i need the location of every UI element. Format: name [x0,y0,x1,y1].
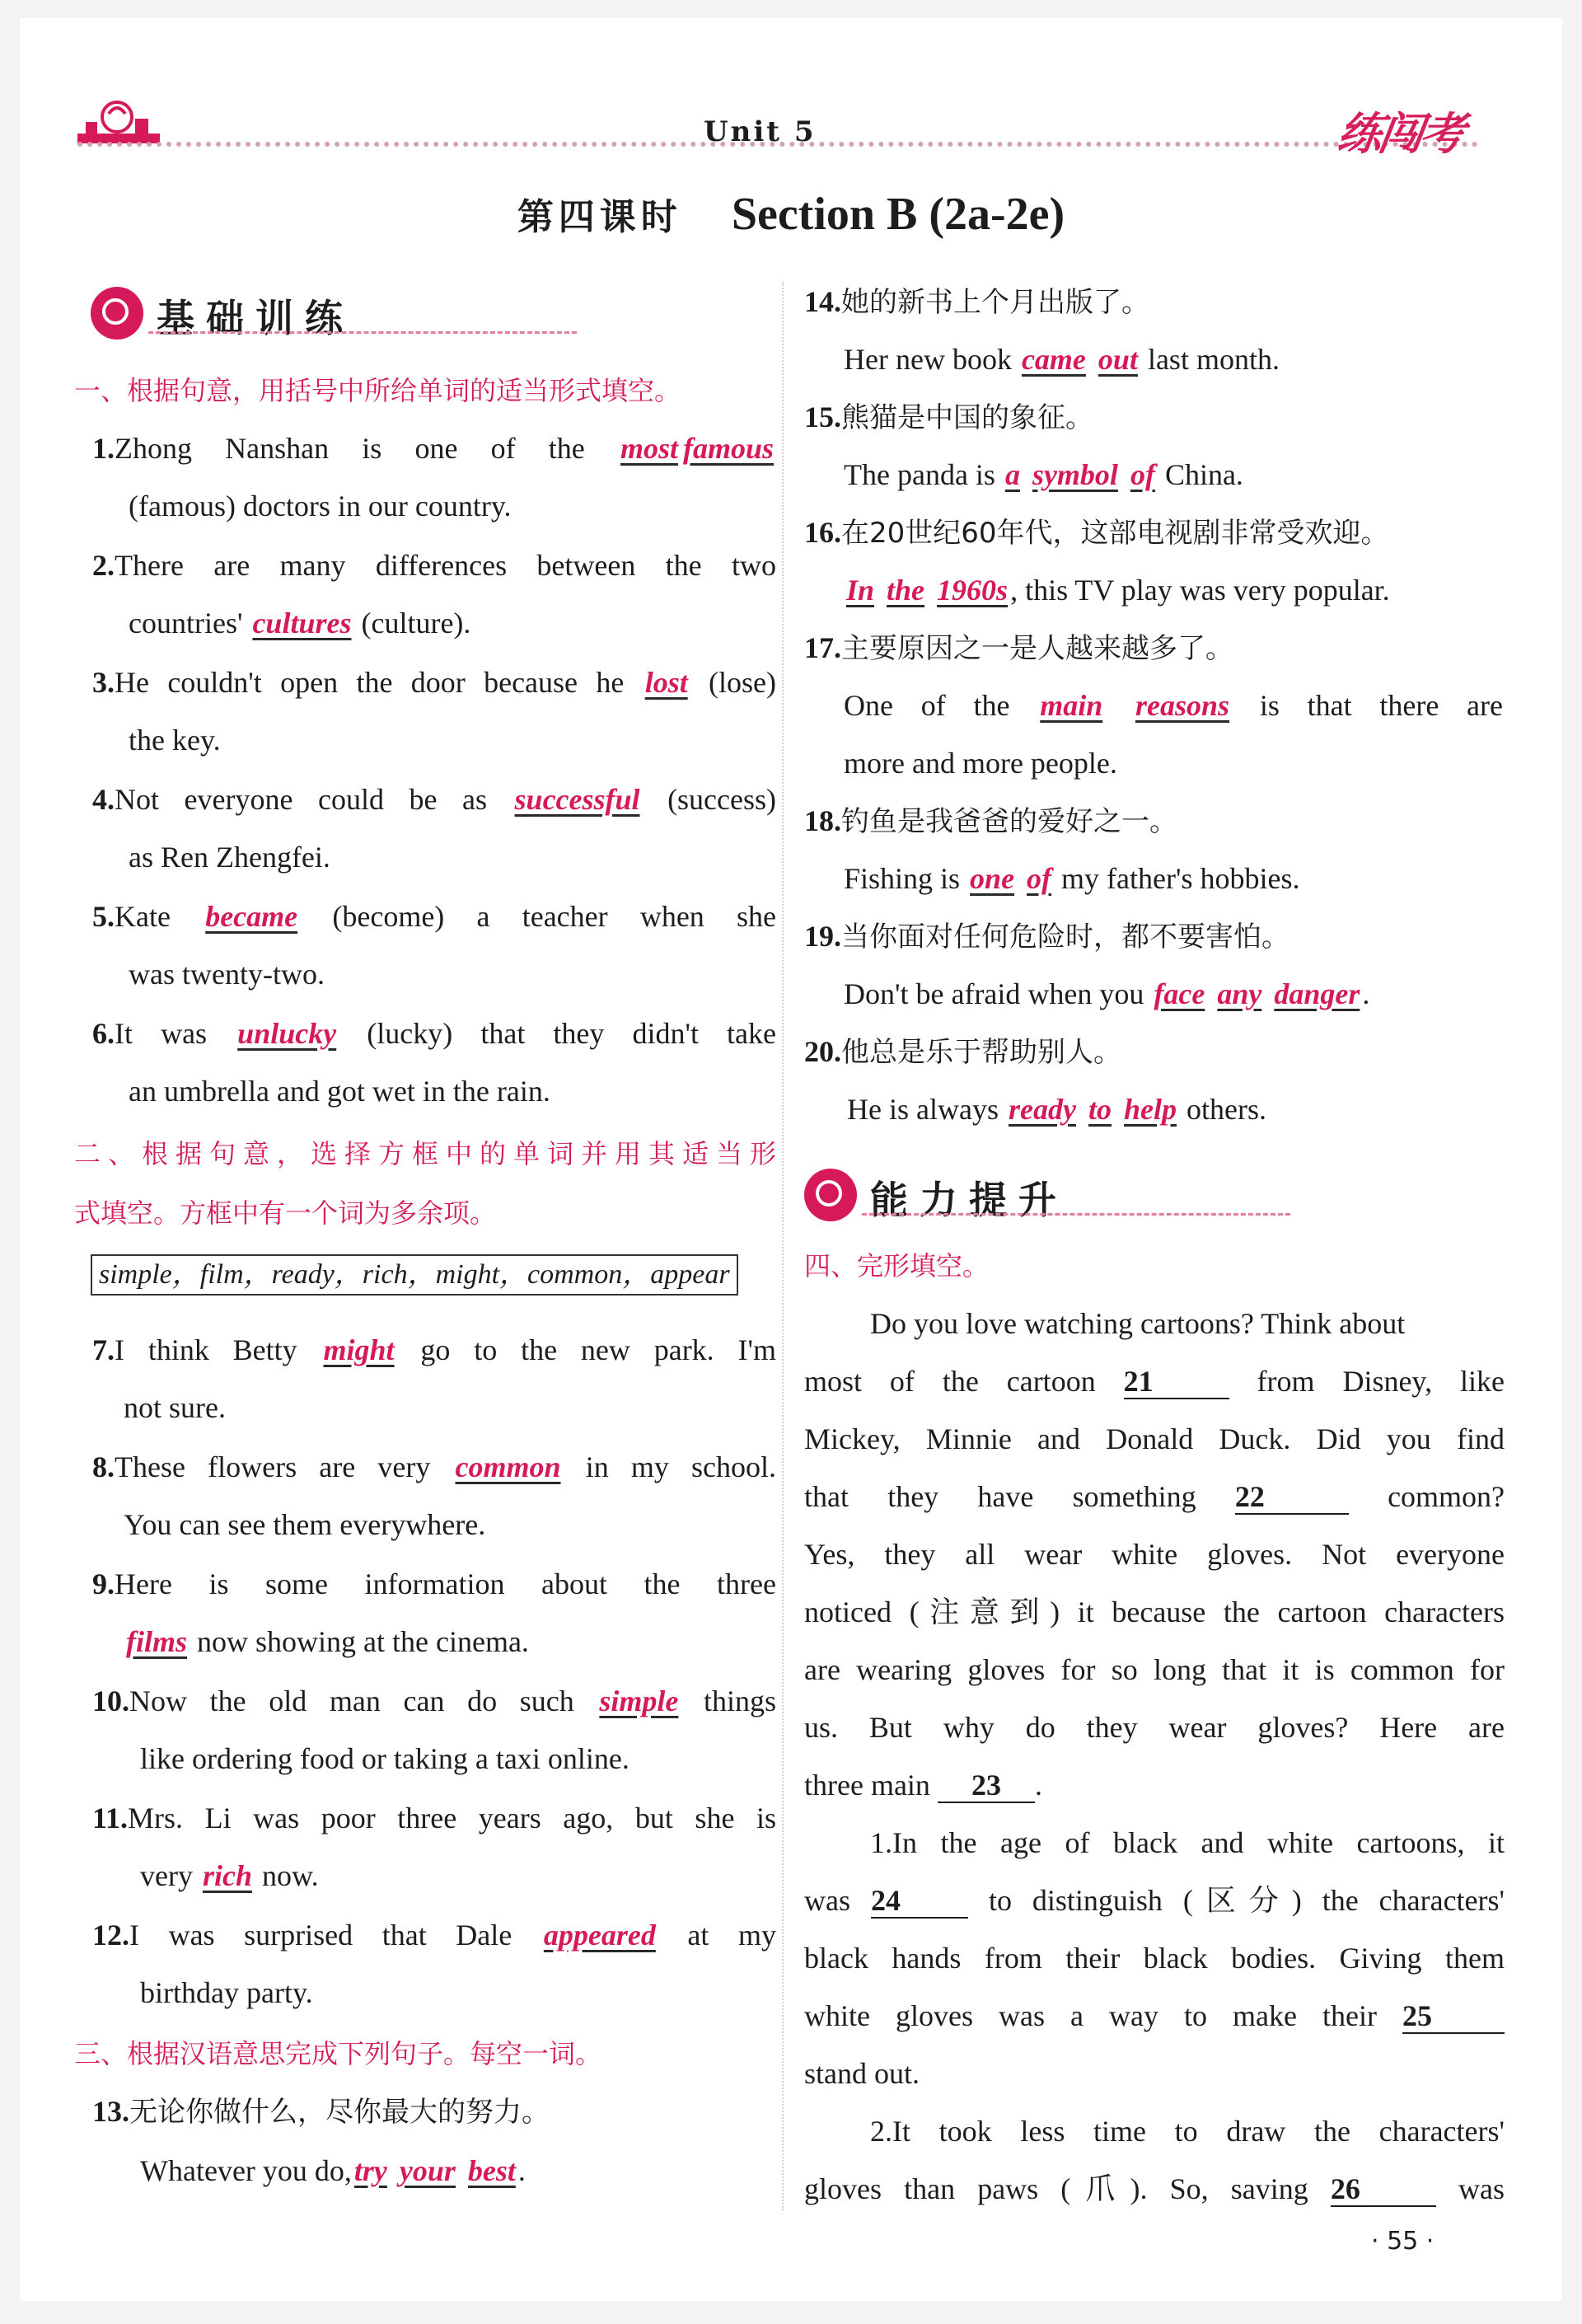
question-5-cont: was twenty-two. [129,958,325,991]
answer: ready [1008,1093,1076,1126]
unit-label: Unit 5 [704,115,817,148]
instruction-2-cont: 式填空。方框中有一个词为多余项。 [74,1197,497,1229]
q-num: 19. [804,920,841,953]
q-text: Her new book [844,343,1012,376]
question-18-cont [844,862,1299,895]
question-1-cont: (famous) doctors in our country. [129,490,512,522]
answer: of [1130,458,1155,491]
column-divider [782,282,784,2210]
answer: reasons [1135,689,1230,722]
question-1 [92,432,776,465]
q-text: is that there are [1259,689,1503,722]
answer: any [1217,977,1262,1010]
cloze-text: gloves than paws (爪). So, saving [804,2172,1308,2205]
question-16-cont [844,574,1390,607]
cloze-line: black hands from their black bodies. Giving them [804,1942,1505,1975]
cloze-text: common? [1388,1480,1505,1513]
instruction-4: 四、完形填空。 [804,1250,990,1281]
q-num: 4. [92,783,115,816]
answer: best [467,2154,516,2187]
cloze-line [804,1769,1042,1803]
cloze-line [804,1365,1505,1399]
q-num: 1. [92,432,115,465]
cloze-line [804,1480,1505,1515]
question-10-cont: like ordering food or taking a taxi online. [140,1742,630,1775]
answer: to [1088,1093,1112,1126]
q-text: These flowers are very [115,1450,431,1483]
q-text: China. [1164,458,1243,491]
answer: one [970,862,1015,895]
answer: successful [514,783,640,816]
q-num: 7. [92,1333,115,1366]
q-text: I think Betty [115,1333,297,1366]
question-5 [92,900,776,933]
q-text: It was [115,1017,208,1050]
answer: help [1123,1093,1177,1126]
question-19-cont [844,977,1369,1010]
question-16 [804,516,1389,550]
lesson-label: 第四课时 [517,196,682,238]
question-3 [92,666,776,699]
section-title: 能力提升 [870,1178,1068,1222]
answer: cultures [252,607,352,640]
cloze-line: stand out. [804,2057,920,2090]
question-13 [92,2095,550,2129]
q-num: 5. [92,900,115,933]
answer: your [399,2154,456,2187]
q-num: 13. [92,2095,129,2128]
answer: of [1027,862,1052,895]
q-text: There are many differences between the two [115,549,776,582]
question-6 [92,1017,776,1050]
q-num: 15. [804,401,841,433]
answer: most [620,432,678,465]
answer: face [1154,977,1205,1010]
q-num: 8. [92,1450,115,1483]
q-text: Zhong Nanshan is one of the [115,432,585,465]
question-10 [92,1684,776,1717]
q-text: now. [261,1859,319,1892]
question-15 [804,401,1093,434]
page-number: · 55 · [1371,2227,1435,2256]
q-num: 2. [92,549,115,582]
question-11 [92,1802,776,1834]
q-text: others. [1186,1093,1266,1126]
cloze-text: was [1458,2172,1505,2205]
q-text: (become) a teacher when she [332,900,777,933]
question-2-cont [129,607,470,640]
question-9 [92,1567,776,1600]
question-13-cont [140,2154,526,2187]
instruction-2: 二、根据句意，选择方框中的单词并用其适当形 [74,1138,776,1169]
answer: appeared [543,1919,656,1952]
q-num: 11. [92,1802,129,1834]
q-num: 10. [92,1684,129,1717]
section-banner-basic [91,282,585,343]
q-text: I was surprised that Dale [129,1919,513,1952]
cloze-blank[interactable]: 23 [938,1769,1035,1803]
q-text: Now the old man can do such [129,1684,574,1717]
q-num: 16. [804,516,841,549]
q-text: countries' [129,607,243,640]
cloze-text: most of the cartoon [804,1365,1096,1398]
answer: might [323,1333,395,1366]
q-text: things [704,1684,777,1717]
question-4 [92,783,776,816]
question-15-cont [844,458,1243,491]
cloze-blank[interactable]: 22 [1235,1480,1349,1515]
q-text: last month. [1147,343,1280,376]
question-3-cont: the key. [129,724,221,757]
q-text: The panda is [844,458,995,491]
cloze-blank[interactable]: 24 [871,1884,968,1919]
q-chinese: 熊猫是中国的象征。 [841,401,1093,434]
answer: films [126,1625,188,1658]
question-4-cont: as Ren Zhengfei. [129,841,330,874]
question-14-cont [844,343,1280,376]
q-text: go to the new park. I'm [420,1333,776,1366]
q-chinese: 在20世纪60年代，这部电视剧非常受欢迎。 [841,517,1389,550]
cloze-line: Mickey, Minnie and Donald Duck. Did you find [804,1422,1505,1455]
q-num: 3. [92,666,115,699]
pencil-icon [91,287,143,340]
question-20 [804,1035,1121,1069]
answer: symbol [1032,458,1118,491]
brand-logo: 练闯考 [1334,108,1465,160]
answer: unlucky [237,1017,337,1050]
answer: rich [202,1859,252,1892]
clock-icon [804,1169,857,1221]
question-20-cont [847,1093,1266,1126]
cloze-blank[interactable]: 21 [1124,1365,1229,1399]
word-box: simple，film，ready，rich，might，common，appear [91,1254,738,1296]
answer: the [887,574,925,607]
cloze-blank[interactable]: 26 [1331,2172,1436,2207]
q-text: (success) [667,783,777,816]
question-2 [92,549,776,582]
q-text: (lucky) that they didn't take [367,1017,777,1050]
cloze-blank[interactable]: 25 [1402,1999,1505,2034]
logo-icon [77,97,160,147]
answer: a [1004,458,1020,491]
q-text: , this TV play was very popular. [1010,574,1390,607]
banner-dash [862,1213,1290,1216]
q-text: Don't be afraid when you [844,977,1144,1010]
q-text: Fishing is [844,862,961,895]
q-chinese: 主要原因之一是人越来越多了。 [841,632,1233,665]
answer: In [846,574,875,607]
page-title [20,187,1562,241]
cloze-line: are wearing gloves for so long that it is common for [804,1653,1505,1686]
instruction-1: 一、根据句意，用括号中所给单词的适当形式填空。 [74,375,681,406]
q-chinese: 她的新书上个月出版了。 [841,286,1149,319]
cloze-line [804,1999,1505,2034]
q-chinese: 当你面对任何危险时，都不要害怕。 [841,921,1289,953]
answer: main [1040,689,1103,722]
question-12 [92,1919,776,1952]
q-text: (culture). [361,607,471,640]
question-17 [804,631,1233,665]
q-num: 12. [92,1919,129,1952]
cloze-line: Do you love watching cartoons? Think about [870,1307,1406,1340]
q-text: very [140,1859,193,1892]
cloze-text: was [804,1884,850,1917]
q-num: 20. [804,1035,841,1068]
q-chinese: 他总是乐于帮助别人。 [841,1036,1121,1069]
cloze-line: noticed (注意到) it because the cartoon characters [804,1595,1505,1628]
question-7 [92,1333,776,1366]
q-text: . [1362,977,1370,1010]
answer: 1960s [937,574,1009,607]
q-text: He is always [847,1093,999,1126]
cloze-line: Yes, they all wear white gloves. Not everyone [804,1538,1505,1571]
q-text: in my school. [585,1450,777,1483]
q-text: at my [687,1919,776,1952]
q-text: Whatever you do, [140,2154,352,2187]
banner-dash [148,331,577,334]
cloze-line: us. But why do they wear gloves? Here are [804,1711,1505,1744]
q-chinese: 无论你做什么，尽你最大的努力。 [129,2096,550,2129]
question-18 [804,804,1177,838]
answer: danger [1274,977,1360,1010]
answer: out [1098,343,1138,376]
section-banner-advanced [804,1164,1299,1225]
question-8 [92,1450,776,1483]
answer: simple [599,1684,679,1717]
q-chinese: 钓鱼是我爸爸的爱好之一。 [841,805,1177,838]
q-num: 14. [804,285,841,318]
cloze-text: from Disney, like [1257,1365,1505,1398]
q-text: One of the [844,689,1010,722]
q-num: 17. [804,631,841,664]
answer: common [455,1450,561,1483]
answer: famous [682,432,774,465]
q-text: my father's hobbies. [1061,862,1300,895]
cloze-text: white gloves was a way to make their [804,1999,1377,2032]
cloze-text: . [1034,1769,1042,1802]
cloze-text: three main [804,1769,930,1802]
q-text: Here is some information about the three [115,1567,776,1600]
question-7-cont: not sure. [124,1391,226,1424]
q-text: (lose) [709,666,777,699]
cloze-line [804,2172,1505,2207]
answer: became [205,900,298,933]
cloze-line: 1.In the age of black and white cartoons, it [870,1826,1505,1859]
q-text: now showing at the cinema. [197,1625,529,1658]
cloze-text: to distinguish (区分) the characters' [988,1884,1505,1917]
cloze-line [804,1884,1505,1919]
question-17-cont [844,689,1503,722]
q-text: . [517,2154,526,2187]
answer: try [353,2154,387,2187]
question-6-cont: an umbrella and got wet in the rain. [129,1075,550,1108]
question-19 [804,920,1289,953]
cloze-line: 2.It took less time to draw the characters' [870,2115,1505,2148]
question-9-cont [124,1625,529,1658]
answer: lost [644,666,688,699]
question-17-cont2: more and more people. [844,747,1117,780]
question-8-cont: You can see them everywhere. [124,1508,486,1541]
page [20,18,1562,2301]
q-text: Not everyone could be as [115,783,487,816]
q-text: Kate [115,900,171,933]
q-num: 6. [92,1017,115,1050]
question-11-cont [140,1859,319,1892]
question-14 [804,285,1149,319]
q-num: 9. [92,1567,115,1600]
cloze-text: that they have something [804,1480,1196,1513]
q-text: He couldn't open the door because he [115,666,625,699]
answer: came [1021,343,1086,376]
section-label: Section B (2a-2e) [731,189,1065,240]
instruction-3: 三、根据汉语意思完成下列句子。每空一词。 [74,2038,602,2069]
q-text: Mrs. Li was poor three years ago, but she is [128,1802,776,1834]
q-num: 18. [804,804,841,837]
question-12-cont: birthday party. [140,1976,313,2009]
section-title: 基础训练 [157,296,354,340]
